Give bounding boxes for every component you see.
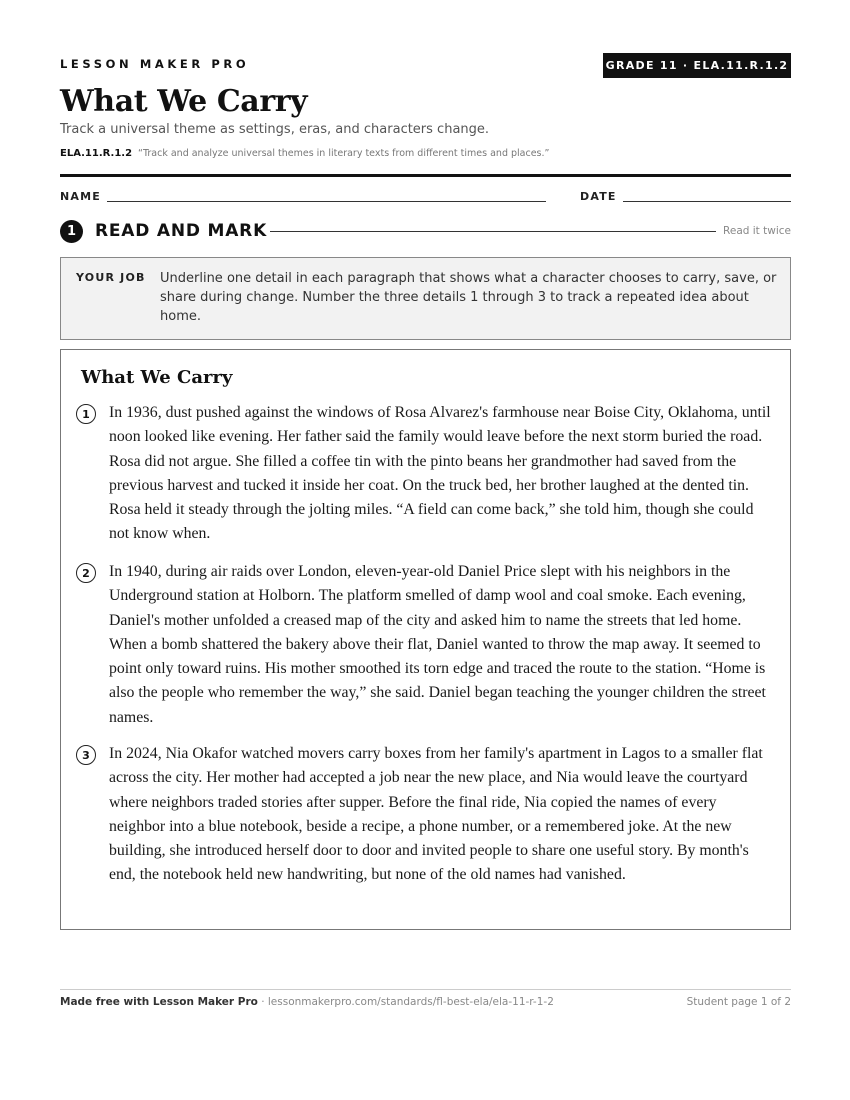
header-divider (60, 174, 791, 177)
standard-text: “Track and analyze universal themes in literary texts from different times and places.” (138, 148, 550, 159)
section-divider (270, 231, 716, 232)
page-subtitle: Track a universal theme as settings, eras, and characters change. (60, 122, 490, 137)
instructions-box (60, 257, 791, 340)
instructions-text: Underline one detail in each paragraph that shows what a character chooses to carry, save, or share during change. Number the three details 1 through 3 to track a repeated idea about home. (160, 271, 777, 324)
passage-box (60, 349, 791, 930)
date-field[interactable] (623, 201, 791, 202)
paragraph-number: 3 (76, 745, 96, 765)
instructions-label: YOUR JOB (76, 271, 146, 284)
name-field[interactable] (107, 201, 546, 202)
footer-made-by: Made free with Lesson Maker Pro (60, 996, 258, 1008)
paragraph-number: 1 (76, 404, 96, 424)
passage-title: What We Carry (81, 367, 233, 388)
date-label: DATE (580, 190, 617, 203)
worksheet-page (60, 0, 791, 1100)
paragraph-text[interactable]: In 2024, Nia Okafor watched movers carry boxes from her family's apartment in Lagos to a smaller flat across the city. Her mother had accepted a job near the new place, and Nia would leave the courtyard where neighbors traded stories after supper. Before the final ride, Nia copied the names of every neighbor into a blue notebook, beside a recipe, a phone number, or a remembered joke. At the new building, she introduced herself door to door and invited people to share one useful story. By month's end, the notebook held new handwriting, but none of the old names had vanished. (109, 745, 763, 884)
standard-line (60, 148, 549, 159)
footer-url[interactable]: · lessonmakerpro.com/standards/fl-best-ela/ela-11-r-1-2 (257, 996, 554, 1008)
paragraph-text[interactable]: In 1940, during air raids over London, eleven-year-old Daniel Price slept with his neighbors in the Underground station at Holborn. The platform smelled of damp wool and coal smoke. Each evening, Daniel's mother unfolded a creased map of the city and asked him to name the streets that led home. When a bomb shattered the bakery above their flat, Daniel wanted to throw the map away. It seemed to point only toward ruins. His mother smoothed its torn edge and traced the route to the station. “Home is also the people who remember the way,” she said. Daniel began teaching the younger children the street names. (109, 563, 766, 726)
footer-divider (60, 989, 791, 990)
section-note: Read it twice (723, 225, 791, 237)
footer-page-number: Student page 1 of 2 (686, 996, 791, 1008)
footer-credit (60, 996, 554, 1008)
paragraph-number: 2 (76, 563, 96, 583)
step-number-badge: 1 (60, 220, 83, 243)
section-title: READ AND MARK (95, 221, 268, 241)
grade-badge: GRADE 11 · ELA.11.R.1.2 (603, 53, 791, 78)
page-title: What We Carry (60, 84, 308, 119)
brand-name: LESSON MAKER PRO (60, 57, 250, 71)
section-header (60, 219, 791, 243)
name-date-row (60, 190, 791, 206)
standard-code: ELA.11.R.1.2 (60, 148, 133, 159)
paragraph-text[interactable]: In 1936, dust pushed against the windows of Rosa Alvarez's farmhouse near Boise City, Oklahoma, until noon looked like evening. Her father said the family would leave before the next storm buried the road. Rosa did not argue. She filled a coffee tin with the pinto beans her grandmother had saved from the previous harvest and tucked it inside her coat. On the truck bed, her brother laughed at the dented tin. Rosa held it steady through the jolting miles. “A field can come back,” she told him, though she could not know when. (109, 404, 771, 543)
name-label: NAME (60, 190, 101, 203)
